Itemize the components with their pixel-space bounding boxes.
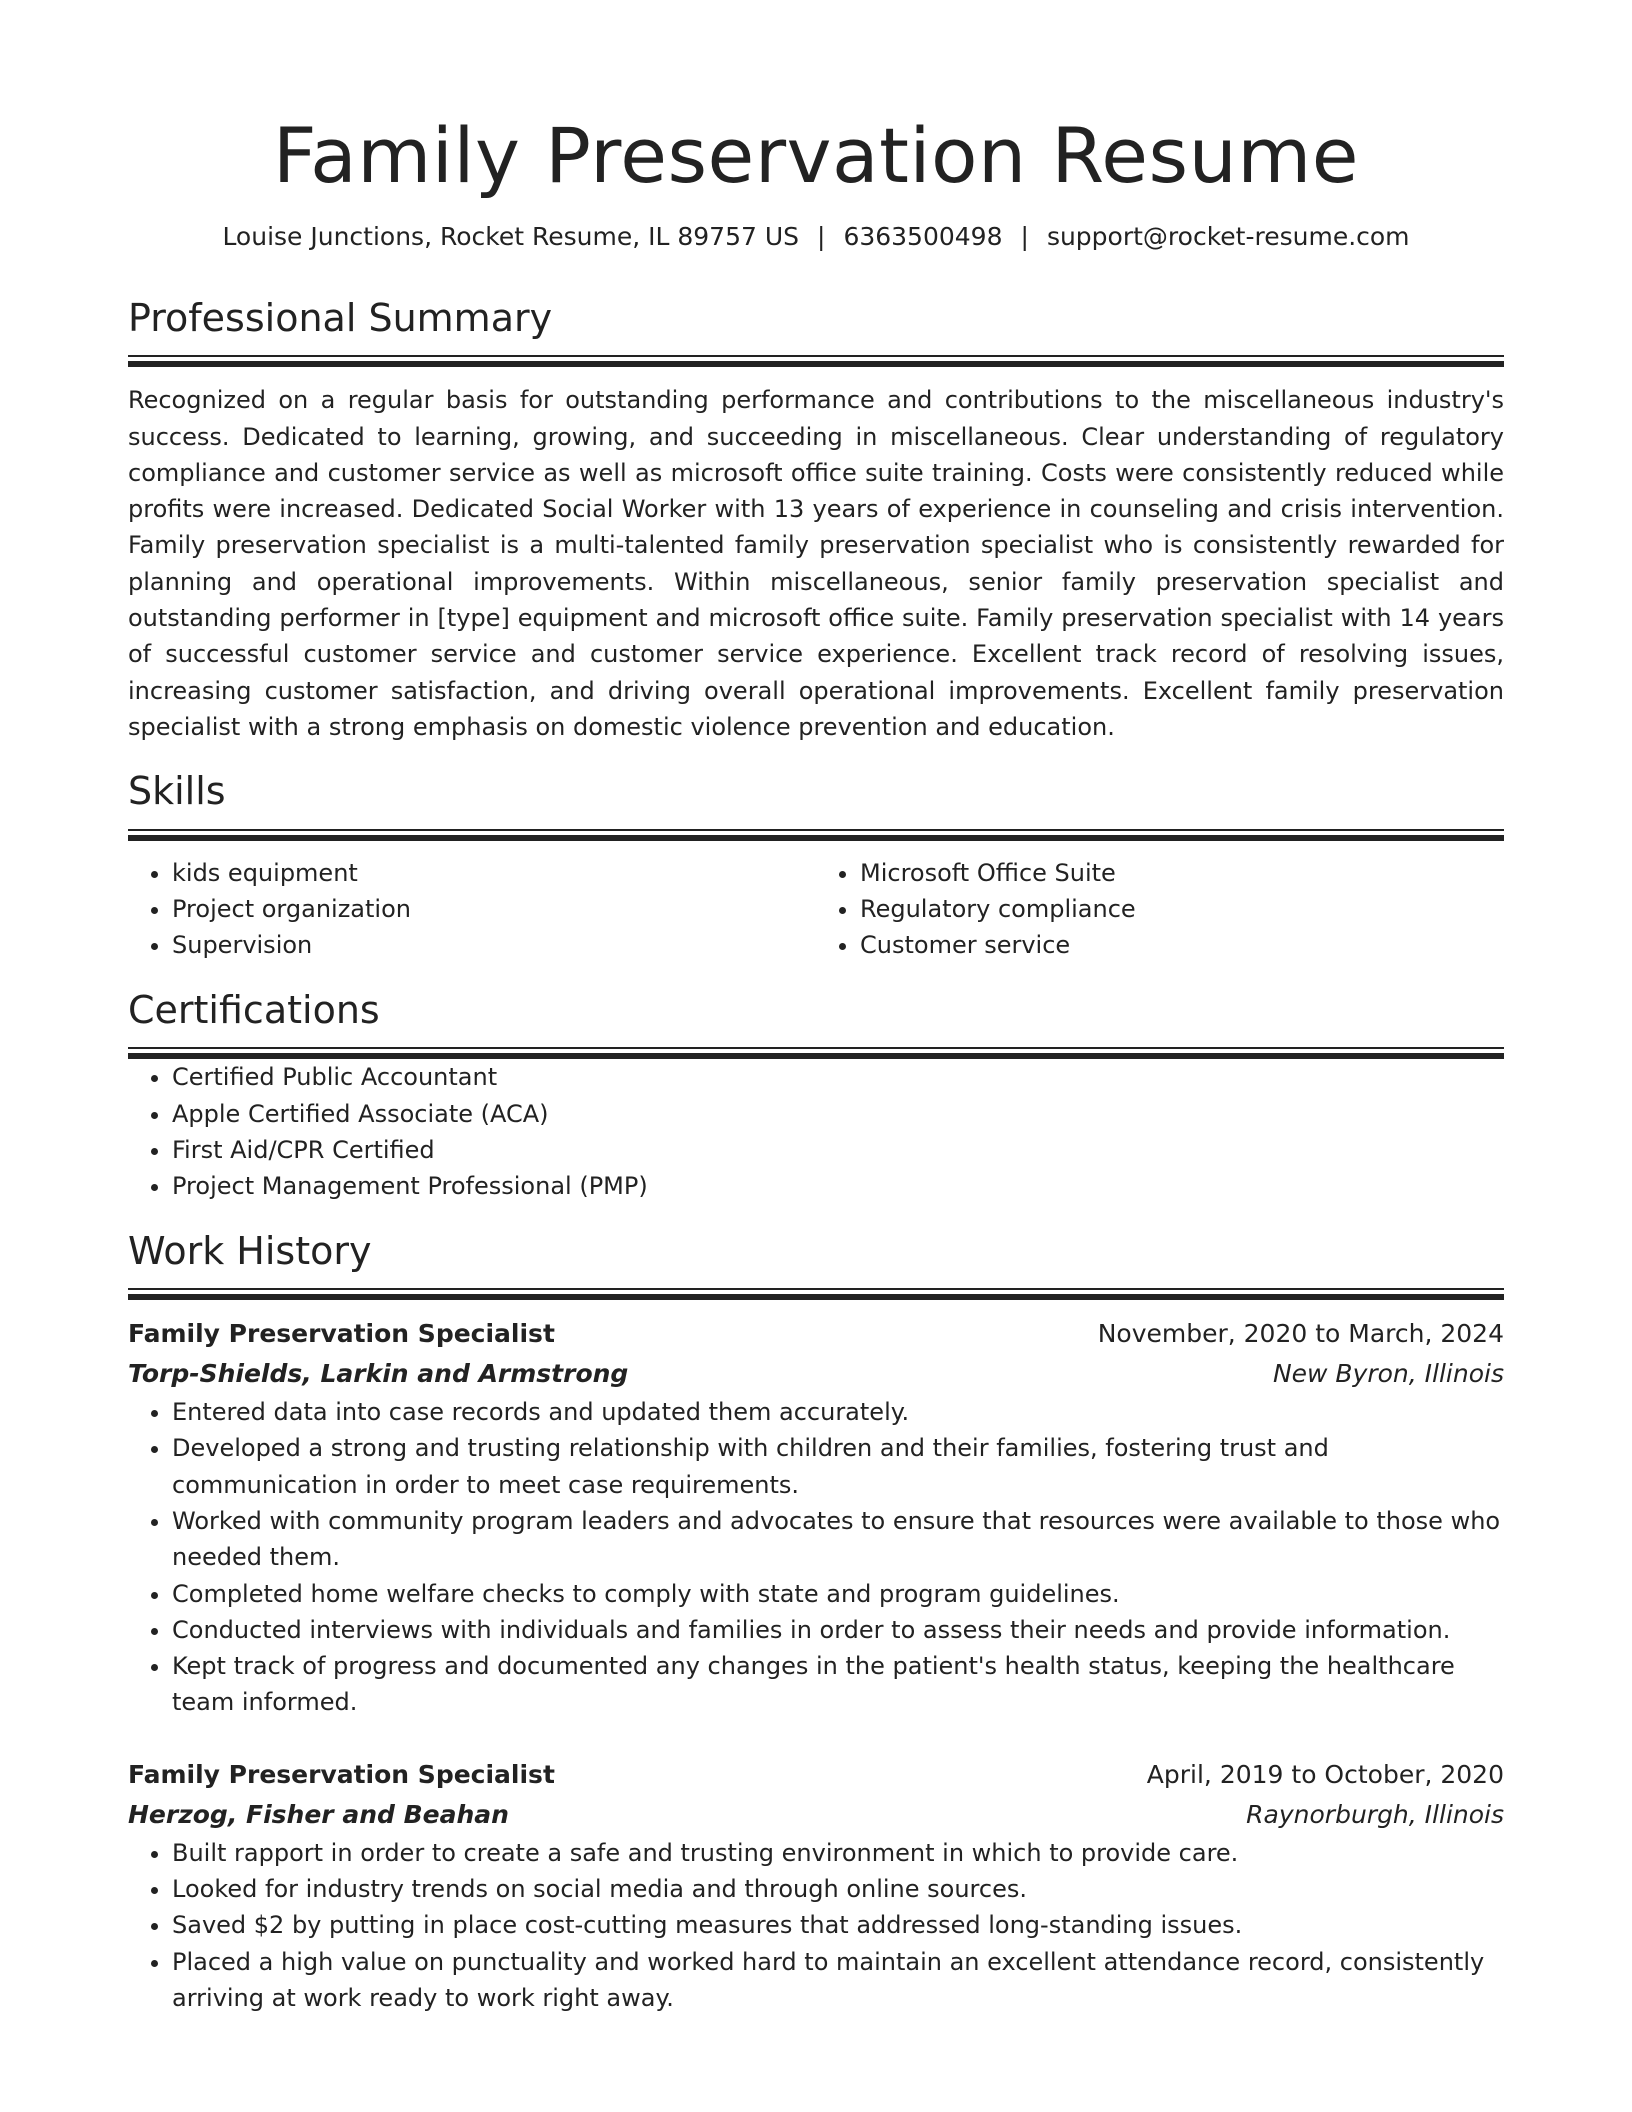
- skills-column-right: [816, 855, 1504, 964]
- contact-separator: |: [817, 222, 826, 252]
- skills-grid: [128, 855, 1504, 964]
- certification-item: • Apple Certified Associate (ACA): [172, 1096, 1504, 1132]
- job-subheader: [128, 1354, 1504, 1394]
- certification-item: • First Aid/CPR Certified: [172, 1132, 1504, 1168]
- job-bullet: • Completed home welfare checks to comply with state and program guidelines.: [172, 1576, 1504, 1612]
- resume-content: [128, 110, 1504, 2016]
- contact-address: Louise Junctions, Rocket Resume, IL 89757 US: [222, 222, 799, 252]
- skills-column-left: [128, 855, 816, 964]
- job-bullet-list: [128, 1394, 1504, 1721]
- contact-separator: |: [1020, 222, 1029, 252]
- section-divider: [128, 361, 1504, 367]
- certification-item: • Certified Public Accountant: [172, 1059, 1504, 1095]
- job-entry: [128, 1755, 1504, 2016]
- skill-item: • kids equipment: [172, 855, 816, 891]
- section-heading: Work History: [128, 1228, 372, 1273]
- contact-phone: 6363500498: [843, 222, 1003, 252]
- page-title: Family Preservation Resume: [272, 111, 1360, 200]
- job-bullet-list: [128, 1835, 1504, 2016]
- summary-text: Recognized on a regular basis for outstanding performance and contributions to the miscellaneous industry's success. Dedicated to learning, growing, and succeeding in miscellaneous. Clear understanding of regulatory compliance and customer service as well as microsoft office suite training. Costs were consistently reduced while profits were increased. Dedicated Social Worker with 13 years of experience in counseling and crisis intervention. Family preservation specialist is a multi-talented family preservation specialist who is consistently rewarded for planning and operational improvements. Within miscellaneous, senior family preservation specialist and outstanding performer in [type] equipment and microsoft office suite. Family preservation specialist with 14 years of successful customer service and customer service experience. Excellent track record of resolving issues, increasing customer satisfaction, and driving overall operational improvements. Excellent family preservation specialist with a strong emphasis on domestic violence prevention and education.: [128, 386, 1504, 741]
- skill-item: • Microsoft Office Suite: [860, 855, 1504, 891]
- section-divider: [128, 355, 1504, 357]
- job-dates: April, 2019 to October, 2020: [1146, 1759, 1504, 1789]
- section-work-history: [128, 1229, 1504, 2017]
- job-bullet: • Saved $2 by putting in place cost-cutting measures that addressed long-standing issues.: [172, 1907, 1504, 1943]
- section-divider: [128, 1288, 1504, 1290]
- section-divider: [128, 829, 1504, 831]
- job-company: Torp-Shields, Larkin and Armstrong: [128, 1359, 629, 1389]
- section-certifications: [128, 988, 1504, 1205]
- contact-line: [128, 221, 1504, 254]
- job-title: Family Preservation Specialist: [128, 1759, 555, 1789]
- job-location: New Byron, Illinois: [1272, 1359, 1504, 1389]
- job-bullet: • Worked with community program leaders and advocates to ensure that resources were available to those who needed them.: [172, 1503, 1504, 1576]
- skill-item: • Customer service: [860, 927, 1504, 963]
- job-header: [128, 1314, 1504, 1354]
- job-location: Raynorburgh, Illinois: [1246, 1799, 1504, 1829]
- section-divider: [128, 1047, 1504, 1049]
- job-company: Herzog, Fisher and Beahan: [128, 1799, 509, 1829]
- section-skills: [128, 769, 1504, 963]
- section-professional-summary: [128, 296, 1504, 746]
- job-bullet: • Placed a high value on punctuality and worked hard to maintain an excellent attendance record, consistently arriving at work ready to work right away.: [172, 1944, 1504, 2017]
- job-bullet: • Kept track of progress and documented any changes in the patient's health status, keeping the healthcare team informed.: [172, 1648, 1504, 1721]
- skill-item: • Regulatory compliance: [860, 891, 1504, 927]
- section-heading: Professional Summary: [128, 295, 553, 340]
- section-divider: [128, 835, 1504, 841]
- skill-item: • Project organization: [172, 891, 816, 927]
- job-dates: November, 2020 to March, 2024: [1097, 1319, 1504, 1349]
- job-title: Family Preservation Specialist: [128, 1319, 555, 1349]
- section-heading: Certifications: [128, 987, 380, 1032]
- certification-list: [128, 1059, 1504, 1204]
- skill-item: • Supervision: [172, 927, 816, 963]
- contact-email: support@rocket-resume.com: [1046, 222, 1410, 252]
- job-entry: [128, 1314, 1504, 1721]
- job-header: [128, 1755, 1504, 1795]
- section-divider: [128, 1294, 1504, 1300]
- job-subheader: [128, 1795, 1504, 1835]
- job-bullet: • Looked for industry trends on social media and through online sources.: [172, 1871, 1504, 1907]
- job-bullet: • Developed a strong and trusting relationship with children and their families, fostering trust and communication in order to meet case requirements.: [172, 1430, 1504, 1503]
- section-heading: Skills: [128, 769, 226, 814]
- job-bullet: • Entered data into case records and updated them accurately.: [172, 1394, 1504, 1430]
- job-bullet: • Conducted interviews with individuals and families in order to assess their needs and provide information.: [172, 1612, 1504, 1648]
- certification-item: • Project Management Professional (PMP): [172, 1168, 1504, 1204]
- job-bullet: • Built rapport in order to create a safe and trusting environment in which to provide care.: [172, 1835, 1504, 1871]
